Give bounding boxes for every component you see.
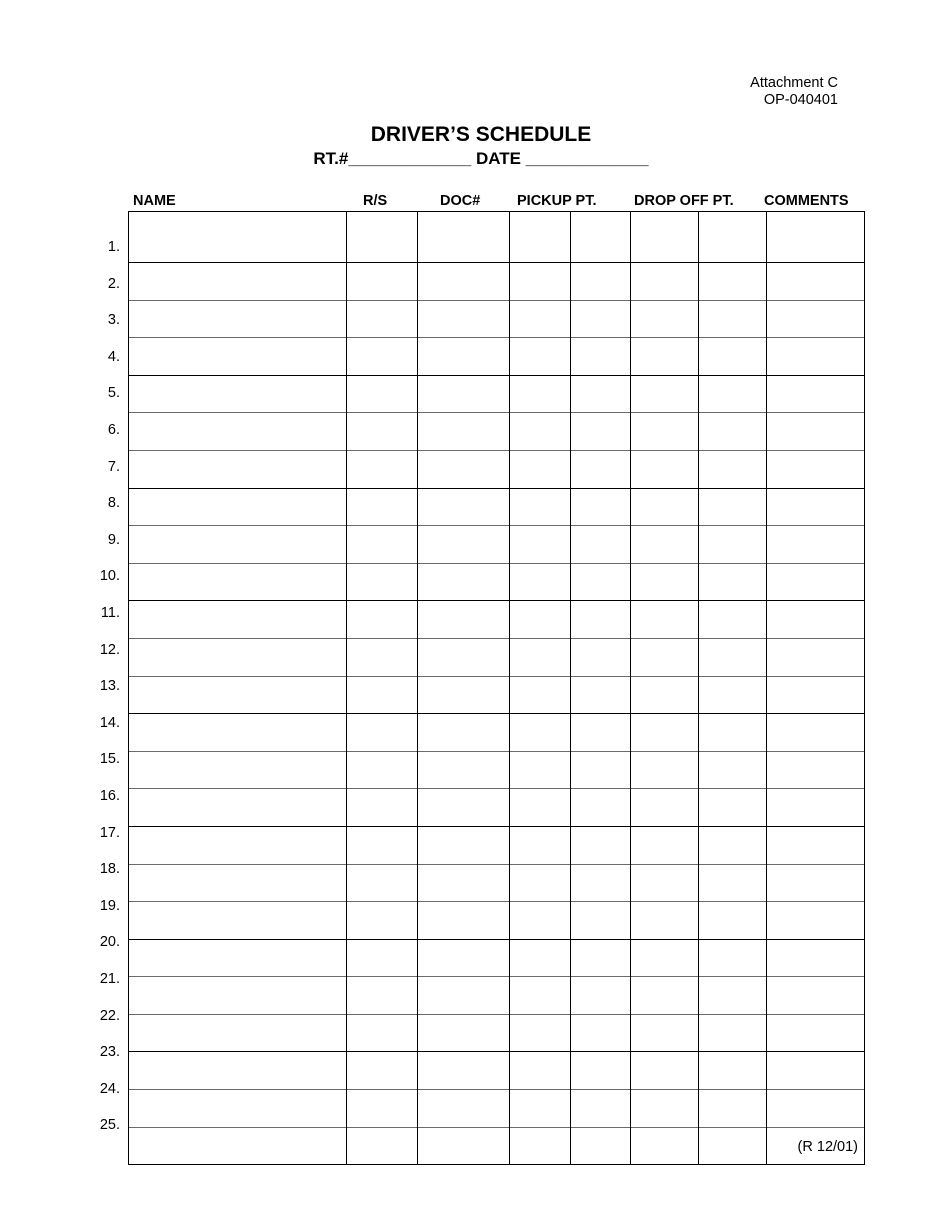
comments-cell[interactable] — [767, 902, 865, 940]
row-number: 6. — [107, 422, 120, 438]
rs-cell[interactable] — [347, 826, 418, 864]
table-row — [129, 526, 865, 564]
pickup-cell-b[interactable] — [571, 413, 631, 451]
rs-cell[interactable] — [347, 638, 418, 676]
table-row — [129, 212, 865, 263]
dropoff-cell-a[interactable] — [631, 300, 699, 338]
comments-cell[interactable] — [767, 212, 865, 263]
row-number: 18. — [99, 861, 120, 878]
pickup-cell-b[interactable] — [571, 902, 631, 940]
comments-cell[interactable] — [767, 563, 865, 601]
dropoff-cell-b[interactable] — [699, 1052, 767, 1090]
pickup-cell-b[interactable] — [571, 263, 631, 301]
dropoff-cell-a[interactable] — [631, 1127, 699, 1165]
dropoff-cell-b[interactable] — [699, 714, 767, 752]
comments-cell[interactable] — [767, 1052, 865, 1090]
pickup-cell-a[interactable] — [510, 1127, 571, 1165]
dropoff-cell-b[interactable] — [699, 789, 767, 827]
dropoff-cell-a[interactable] — [631, 413, 699, 451]
comments-cell[interactable] — [767, 1090, 865, 1128]
dropoff-cell-a[interactable] — [631, 563, 699, 601]
comments-cell[interactable] — [767, 789, 865, 827]
dropoff-cell-a[interactable] — [631, 939, 699, 977]
name-cell[interactable] — [129, 263, 347, 301]
dropoff-cell-b[interactable] — [699, 338, 767, 376]
comments-cell[interactable] — [767, 1014, 865, 1052]
pickup-cell-b[interactable] — [571, 714, 631, 752]
comments-cell[interactable] — [767, 300, 865, 338]
page-title: DRIVER’S SCHEDULE — [370, 123, 592, 146]
name-cell[interactable] — [129, 1052, 347, 1090]
pickup-cell-b[interactable] — [571, 212, 631, 263]
row-number: 10. — [99, 568, 120, 585]
name-cell[interactable] — [129, 751, 347, 789]
name-cell[interactable] — [129, 1090, 347, 1128]
comments-cell[interactable] — [767, 826, 865, 864]
dropoff-cell-b[interactable] — [699, 826, 767, 864]
row-number: 16. — [99, 788, 120, 804]
rs-cell[interactable] — [347, 601, 418, 639]
rs-cell[interactable] — [347, 212, 418, 263]
pickup-cell-a[interactable] — [510, 1090, 571, 1128]
rs-cell[interactable] — [347, 676, 418, 714]
rs-cell[interactable] — [347, 902, 418, 940]
pickup-cell-b[interactable] — [571, 488, 631, 526]
route-date-line: RT.#_____________ DATE _____________ — [313, 149, 649, 168]
row-number: 13. — [99, 678, 120, 695]
rs-cell[interactable] — [347, 450, 418, 488]
pickup-cell-a[interactable] — [510, 1052, 571, 1090]
pickup-cell-a[interactable] — [510, 864, 571, 902]
doc-cell[interactable] — [418, 300, 510, 338]
dropoff-cell-b[interactable] — [699, 1127, 767, 1165]
dropoff-cell-b[interactable] — [699, 638, 767, 676]
name-cell[interactable] — [129, 300, 347, 338]
comments-cell[interactable] — [767, 676, 865, 714]
table-row — [129, 939, 865, 977]
name-cell[interactable] — [129, 902, 347, 940]
comments-cell[interactable] — [767, 526, 865, 564]
table-row — [129, 977, 865, 1015]
doc-cell[interactable] — [418, 977, 510, 1015]
doc-cell[interactable] — [418, 212, 510, 263]
column-header-comments: COMMENTS — [764, 193, 849, 209]
dropoff-cell-a[interactable] — [631, 375, 699, 413]
doc-cell[interactable] — [418, 939, 510, 977]
doc-cell[interactable] — [418, 526, 510, 564]
rs-cell[interactable] — [347, 300, 418, 338]
table-row — [129, 413, 865, 451]
pickup-cell-b[interactable] — [571, 563, 631, 601]
table-row — [129, 676, 865, 714]
comments-cell[interactable] — [767, 413, 865, 451]
rs-cell[interactable] — [347, 714, 418, 752]
pickup-cell-a[interactable] — [510, 977, 571, 1015]
row-number: 21. — [99, 971, 120, 987]
table-row — [129, 300, 865, 338]
pickup-cell-b[interactable] — [571, 864, 631, 902]
rs-cell[interactable] — [347, 1127, 418, 1165]
rs-cell[interactable] — [347, 1052, 418, 1090]
row-number: 15. — [99, 751, 120, 768]
table-row — [129, 563, 865, 601]
pickup-cell-b[interactable] — [571, 526, 631, 564]
dropoff-cell-a[interactable] — [631, 338, 699, 376]
pickup-cell-b[interactable] — [571, 338, 631, 376]
rs-cell[interactable] — [347, 413, 418, 451]
dropoff-cell-a[interactable] — [631, 488, 699, 526]
name-cell[interactable] — [129, 601, 347, 639]
doc-cell[interactable] — [418, 563, 510, 601]
dropoff-cell-a[interactable] — [631, 714, 699, 752]
column-header-dropoff: DROP OFF PT. — [634, 193, 734, 209]
dropoff-cell-b[interactable] — [699, 601, 767, 639]
rs-cell[interactable] — [347, 864, 418, 902]
column-header-rs: R/S — [363, 193, 388, 209]
rs-cell[interactable] — [347, 526, 418, 564]
dropoff-cell-b[interactable] — [699, 864, 767, 902]
dropoff-cell-a[interactable] — [631, 789, 699, 827]
row-number: 19. — [99, 897, 120, 914]
table-row — [129, 826, 865, 864]
table-row — [129, 1052, 865, 1090]
dropoff-cell-b[interactable] — [699, 1090, 767, 1128]
pickup-cell-b[interactable] — [571, 751, 631, 789]
row-number: 8. — [107, 495, 120, 512]
dropoff-cell-a[interactable] — [631, 1014, 699, 1052]
dropoff-cell-a[interactable] — [631, 638, 699, 676]
rs-cell[interactable] — [347, 338, 418, 376]
attachment-text: Attachment C — [750, 75, 838, 91]
row-number: 24. — [99, 1080, 120, 1097]
dropoff-cell-b[interactable] — [699, 939, 767, 977]
dropoff-cell-a[interactable] — [631, 450, 699, 488]
row-number: 7. — [107, 458, 120, 475]
comments-cell[interactable] — [767, 714, 865, 752]
name-cell[interactable] — [129, 563, 347, 601]
dropoff-cell-a[interactable] — [631, 1052, 699, 1090]
row-number: 1. — [107, 239, 120, 255]
dropoff-cell-a[interactable] — [631, 826, 699, 864]
table-row — [129, 789, 865, 827]
doc-cell[interactable] — [418, 601, 510, 639]
pickup-cell-b[interactable] — [571, 601, 631, 639]
pickup-cell-b[interactable] — [571, 977, 631, 1015]
dropoff-cell-b[interactable] — [699, 676, 767, 714]
name-cell[interactable] — [129, 826, 347, 864]
dropoff-cell-a[interactable] — [631, 526, 699, 564]
dropoff-cell-b[interactable] — [699, 526, 767, 564]
doc-cell[interactable] — [418, 450, 510, 488]
name-cell[interactable] — [129, 212, 347, 263]
name-cell[interactable] — [129, 526, 347, 564]
comments-cell[interactable] — [767, 488, 865, 526]
comments-cell[interactable] — [767, 939, 865, 977]
rs-cell[interactable] — [347, 563, 418, 601]
dropoff-cell-b[interactable] — [699, 450, 767, 488]
row-number: 5. — [107, 385, 120, 402]
pickup-cell-a[interactable] — [510, 526, 571, 564]
row-number: 11. — [100, 605, 120, 621]
dropoff-cell-b[interactable] — [699, 751, 767, 789]
dropoff-cell-a[interactable] — [631, 212, 699, 263]
pickup-cell-a[interactable] — [510, 413, 571, 451]
pickup-cell-a[interactable] — [510, 263, 571, 301]
pickup-cell-b[interactable] — [571, 450, 631, 488]
name-cell[interactable] — [129, 676, 347, 714]
comments-cell[interactable] — [767, 263, 865, 301]
table-row — [129, 263, 865, 301]
revision-note: (R 12/01) — [797, 1139, 858, 1155]
name-cell[interactable] — [129, 714, 347, 752]
pickup-cell-b[interactable] — [571, 826, 631, 864]
table-row — [129, 1127, 865, 1165]
column-header-doc: DOC# — [440, 193, 481, 209]
dropoff-cell-b[interactable] — [699, 375, 767, 413]
dropoff-cell-b[interactable] — [699, 488, 767, 526]
table-row — [129, 638, 865, 676]
pickup-cell-b[interactable] — [571, 638, 631, 676]
comments-cell[interactable] — [767, 638, 865, 676]
doc-cell[interactable] — [418, 263, 510, 301]
pickup-cell-a[interactable] — [510, 601, 571, 639]
name-cell[interactable] — [129, 939, 347, 977]
comments-cell[interactable] — [767, 338, 865, 376]
rs-cell[interactable] — [347, 1014, 418, 1052]
rs-cell[interactable] — [347, 375, 418, 413]
dropoff-cell-b[interactable] — [699, 902, 767, 940]
name-cell[interactable] — [129, 1014, 347, 1052]
dropoff-cell-a[interactable] — [631, 751, 699, 789]
table-row — [129, 450, 865, 488]
table-row — [129, 338, 865, 376]
pickup-cell-b[interactable] — [571, 939, 631, 977]
dropoff-cell-a[interactable] — [631, 864, 699, 902]
doc-cell[interactable] — [418, 751, 510, 789]
pickup-cell-b[interactable] — [571, 676, 631, 714]
rs-cell[interactable] — [347, 488, 418, 526]
column-header-pickup: PICKUP PT. — [517, 193, 597, 209]
doc-cell[interactable] — [418, 1090, 510, 1128]
pickup-cell-a[interactable] — [510, 638, 571, 676]
row-number: 23. — [99, 1044, 120, 1061]
doc-cell[interactable] — [418, 488, 510, 526]
name-cell[interactable] — [129, 638, 347, 676]
column-header-name: NAME — [133, 193, 176, 209]
table-row — [129, 714, 865, 752]
doc-cell[interactable] — [418, 413, 510, 451]
table-row — [129, 902, 865, 940]
doc-cell[interactable] — [418, 826, 510, 864]
attachment-label — [750, 75, 838, 109]
pickup-cell-a[interactable] — [510, 714, 571, 752]
pickup-cell-a[interactable] — [510, 751, 571, 789]
dropoff-cell-b[interactable] — [699, 563, 767, 601]
dropoff-cell-a[interactable] — [631, 676, 699, 714]
table-row — [129, 601, 865, 639]
name-cell[interactable] — [129, 450, 347, 488]
doc-cell[interactable] — [418, 375, 510, 413]
pickup-cell-a[interactable] — [510, 488, 571, 526]
table-row — [129, 488, 865, 526]
row-number-column — [80, 0, 120, 1230]
pickup-cell-a[interactable] — [510, 212, 571, 263]
table-row — [129, 1090, 865, 1128]
rs-cell[interactable] — [347, 1090, 418, 1128]
pickup-cell-a[interactable] — [510, 338, 571, 376]
pickup-cell-a[interactable] — [510, 300, 571, 338]
row-number: 14. — [99, 714, 120, 731]
dropoff-cell-b[interactable] — [699, 977, 767, 1015]
name-cell[interactable] — [129, 789, 347, 827]
row-number: 22. — [99, 1007, 120, 1024]
row-number: 25. — [99, 1117, 120, 1134]
comments-cell[interactable] — [767, 450, 865, 488]
dropoff-cell-a[interactable] — [631, 902, 699, 940]
pickup-cell-a[interactable] — [510, 902, 571, 940]
pickup-cell-a[interactable] — [510, 563, 571, 601]
dropoff-cell-b[interactable] — [699, 300, 767, 338]
pickup-cell-b[interactable] — [571, 300, 631, 338]
doc-cell[interactable] — [418, 789, 510, 827]
doc-cell[interactable] — [418, 864, 510, 902]
table-row — [129, 864, 865, 902]
dropoff-cell-a[interactable] — [631, 263, 699, 301]
dropoff-cell-b[interactable] — [699, 1014, 767, 1052]
doc-cell[interactable] — [418, 1052, 510, 1090]
comments-cell[interactable] — [767, 977, 865, 1015]
rs-cell[interactable] — [347, 789, 418, 827]
schedule-table — [128, 211, 865, 1165]
pickup-cell-a[interactable] — [510, 450, 571, 488]
doc-cell[interactable] — [418, 338, 510, 376]
row-number: 3. — [107, 312, 120, 329]
rs-cell[interactable] — [347, 751, 418, 789]
pickup-cell-b[interactable] — [571, 789, 631, 827]
name-cell[interactable] — [129, 413, 347, 451]
dropoff-cell-a[interactable] — [631, 977, 699, 1015]
row-number: 4. — [107, 348, 120, 365]
rs-cell[interactable] — [347, 939, 418, 977]
pickup-cell-b[interactable] — [571, 1014, 631, 1052]
pickup-cell-b[interactable] — [571, 1090, 631, 1128]
pickup-cell-a[interactable] — [510, 375, 571, 413]
row-number: 12. — [99, 641, 120, 658]
pickup-cell-a[interactable] — [510, 789, 571, 827]
name-cell[interactable] — [129, 977, 347, 1015]
row-number: 17. — [99, 824, 120, 841]
comments-cell[interactable] — [767, 751, 865, 789]
pickup-cell-a[interactable] — [510, 1014, 571, 1052]
rs-cell[interactable] — [347, 977, 418, 1015]
dropoff-cell-b[interactable] — [699, 263, 767, 301]
form-number: OP-040401 — [763, 92, 838, 108]
comments-cell[interactable] — [767, 864, 865, 902]
name-cell[interactable] — [129, 375, 347, 413]
dropoff-cell-a[interactable] — [631, 601, 699, 639]
table-row — [129, 375, 865, 413]
doc-cell[interactable] — [418, 902, 510, 940]
pickup-cell-a[interactable] — [510, 676, 571, 714]
pickup-cell-b[interactable] — [571, 375, 631, 413]
comments-cell[interactable] — [767, 375, 865, 413]
name-cell[interactable] — [129, 488, 347, 526]
rs-cell[interactable] — [347, 263, 418, 301]
name-cell[interactable] — [129, 1127, 347, 1165]
doc-cell[interactable] — [418, 1127, 510, 1165]
comments-cell[interactable] — [767, 601, 865, 639]
dropoff-cell-b[interactable] — [699, 413, 767, 451]
doc-cell[interactable] — [418, 1014, 510, 1052]
row-number: 20. — [99, 934, 120, 951]
name-cell[interactable] — [129, 864, 347, 902]
doc-cell[interactable] — [418, 638, 510, 676]
dropoff-cell-b[interactable] — [699, 212, 767, 263]
table-row — [129, 1014, 865, 1052]
doc-cell[interactable] — [418, 714, 510, 752]
table-row — [129, 751, 865, 789]
row-number: 9. — [107, 531, 120, 548]
name-cell[interactable] — [129, 338, 347, 376]
dropoff-cell-a[interactable] — [631, 1090, 699, 1128]
pickup-cell-b[interactable] — [571, 1052, 631, 1090]
pickup-cell-a[interactable] — [510, 826, 571, 864]
pickup-cell-a[interactable] — [510, 939, 571, 977]
row-number: 2. — [107, 275, 120, 292]
doc-cell[interactable] — [418, 676, 510, 714]
pickup-cell-b[interactable] — [571, 1127, 631, 1165]
